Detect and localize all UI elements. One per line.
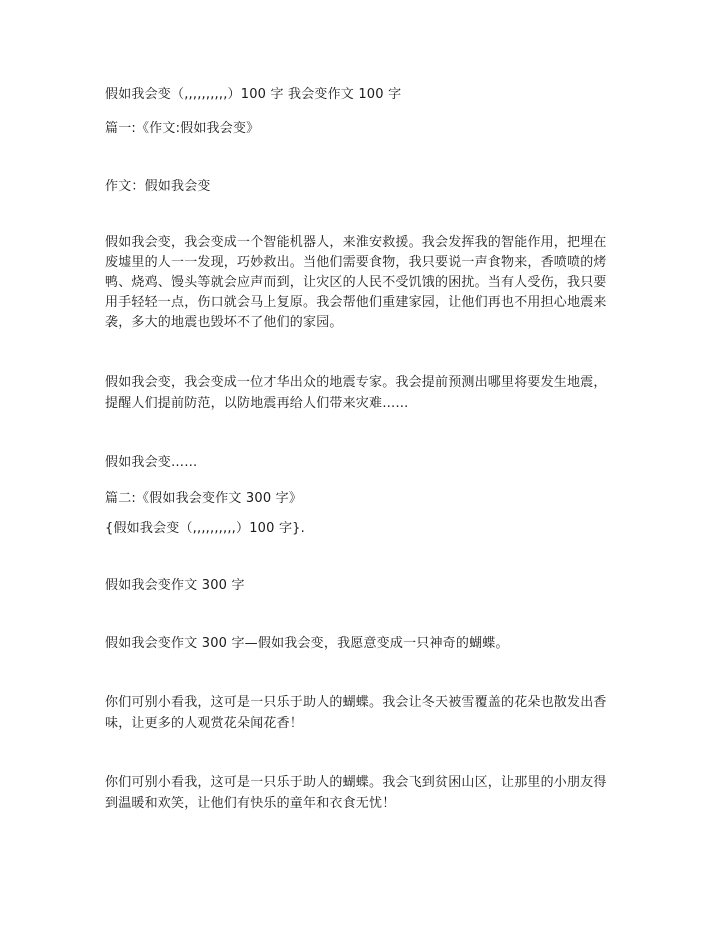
paragraph-1: 假如我会变，我会变成一个智能机器人，来淮安救援。我会发挥我的智能作用，把埋在废墟里的人一一发现，巧妙救出。当他们需要食物，我只要说一声食物来，香喷喷的烤鸭、烧鸡、馒头等就会应声而到，让灾区的人民不受饥饿的困扰。当有人受伤，我只要用手轻轻一点，伤口就会马上复原。我会帮他们重建家园，让他们再也不用担心地震来袭，多大的地震也毁坏不了他们的家园。 [105,235,607,330]
paragraph-2: 假如我会变，我会变成一位才华出众的地震专家。我会提前预测出哪里将要发生地震，提醒人们提前防范，以防地震再给人们带来灾难…… [105,375,607,411]
paragraph-3: 假如我会变…… [105,455,198,470]
paragraph-5: 你们可别小看我，这可是一只乐于助人的蝴蝶。我会让冬天被雪覆盖的花朵也散发出香味，让更多的人观赏花朵闻花香！ [105,695,607,731]
essay-heading: 作文：假如我会变 [105,179,211,194]
subheading: {假如我会变（,,,,,,,,,,）100 字}. [105,521,305,536]
paragraph-6: 你们可别小看我，这可是一只乐于助人的蝴蝶。我会飞到贫困山区，让那里的小朋友得到温暖和欢笑，让他们有快乐的童年和衣食无忧！ [105,775,607,811]
essay-heading-2: 假如我会变作文 300 字 [105,578,245,593]
section-heading-1: 篇一:《作文:假如我会变》 [105,121,260,136]
document-title: 假如我会变（,,,,,,,,,,）100 字 我会变作文 100 字 [105,87,402,102]
section-heading-2: 篇二:《假如我会变作文 300 字》 [105,491,303,506]
paragraph-4: 假如我会变作文 300 字—假如我会变，我愿意变成一只神奇的蝴蝶。 [105,636,509,651]
